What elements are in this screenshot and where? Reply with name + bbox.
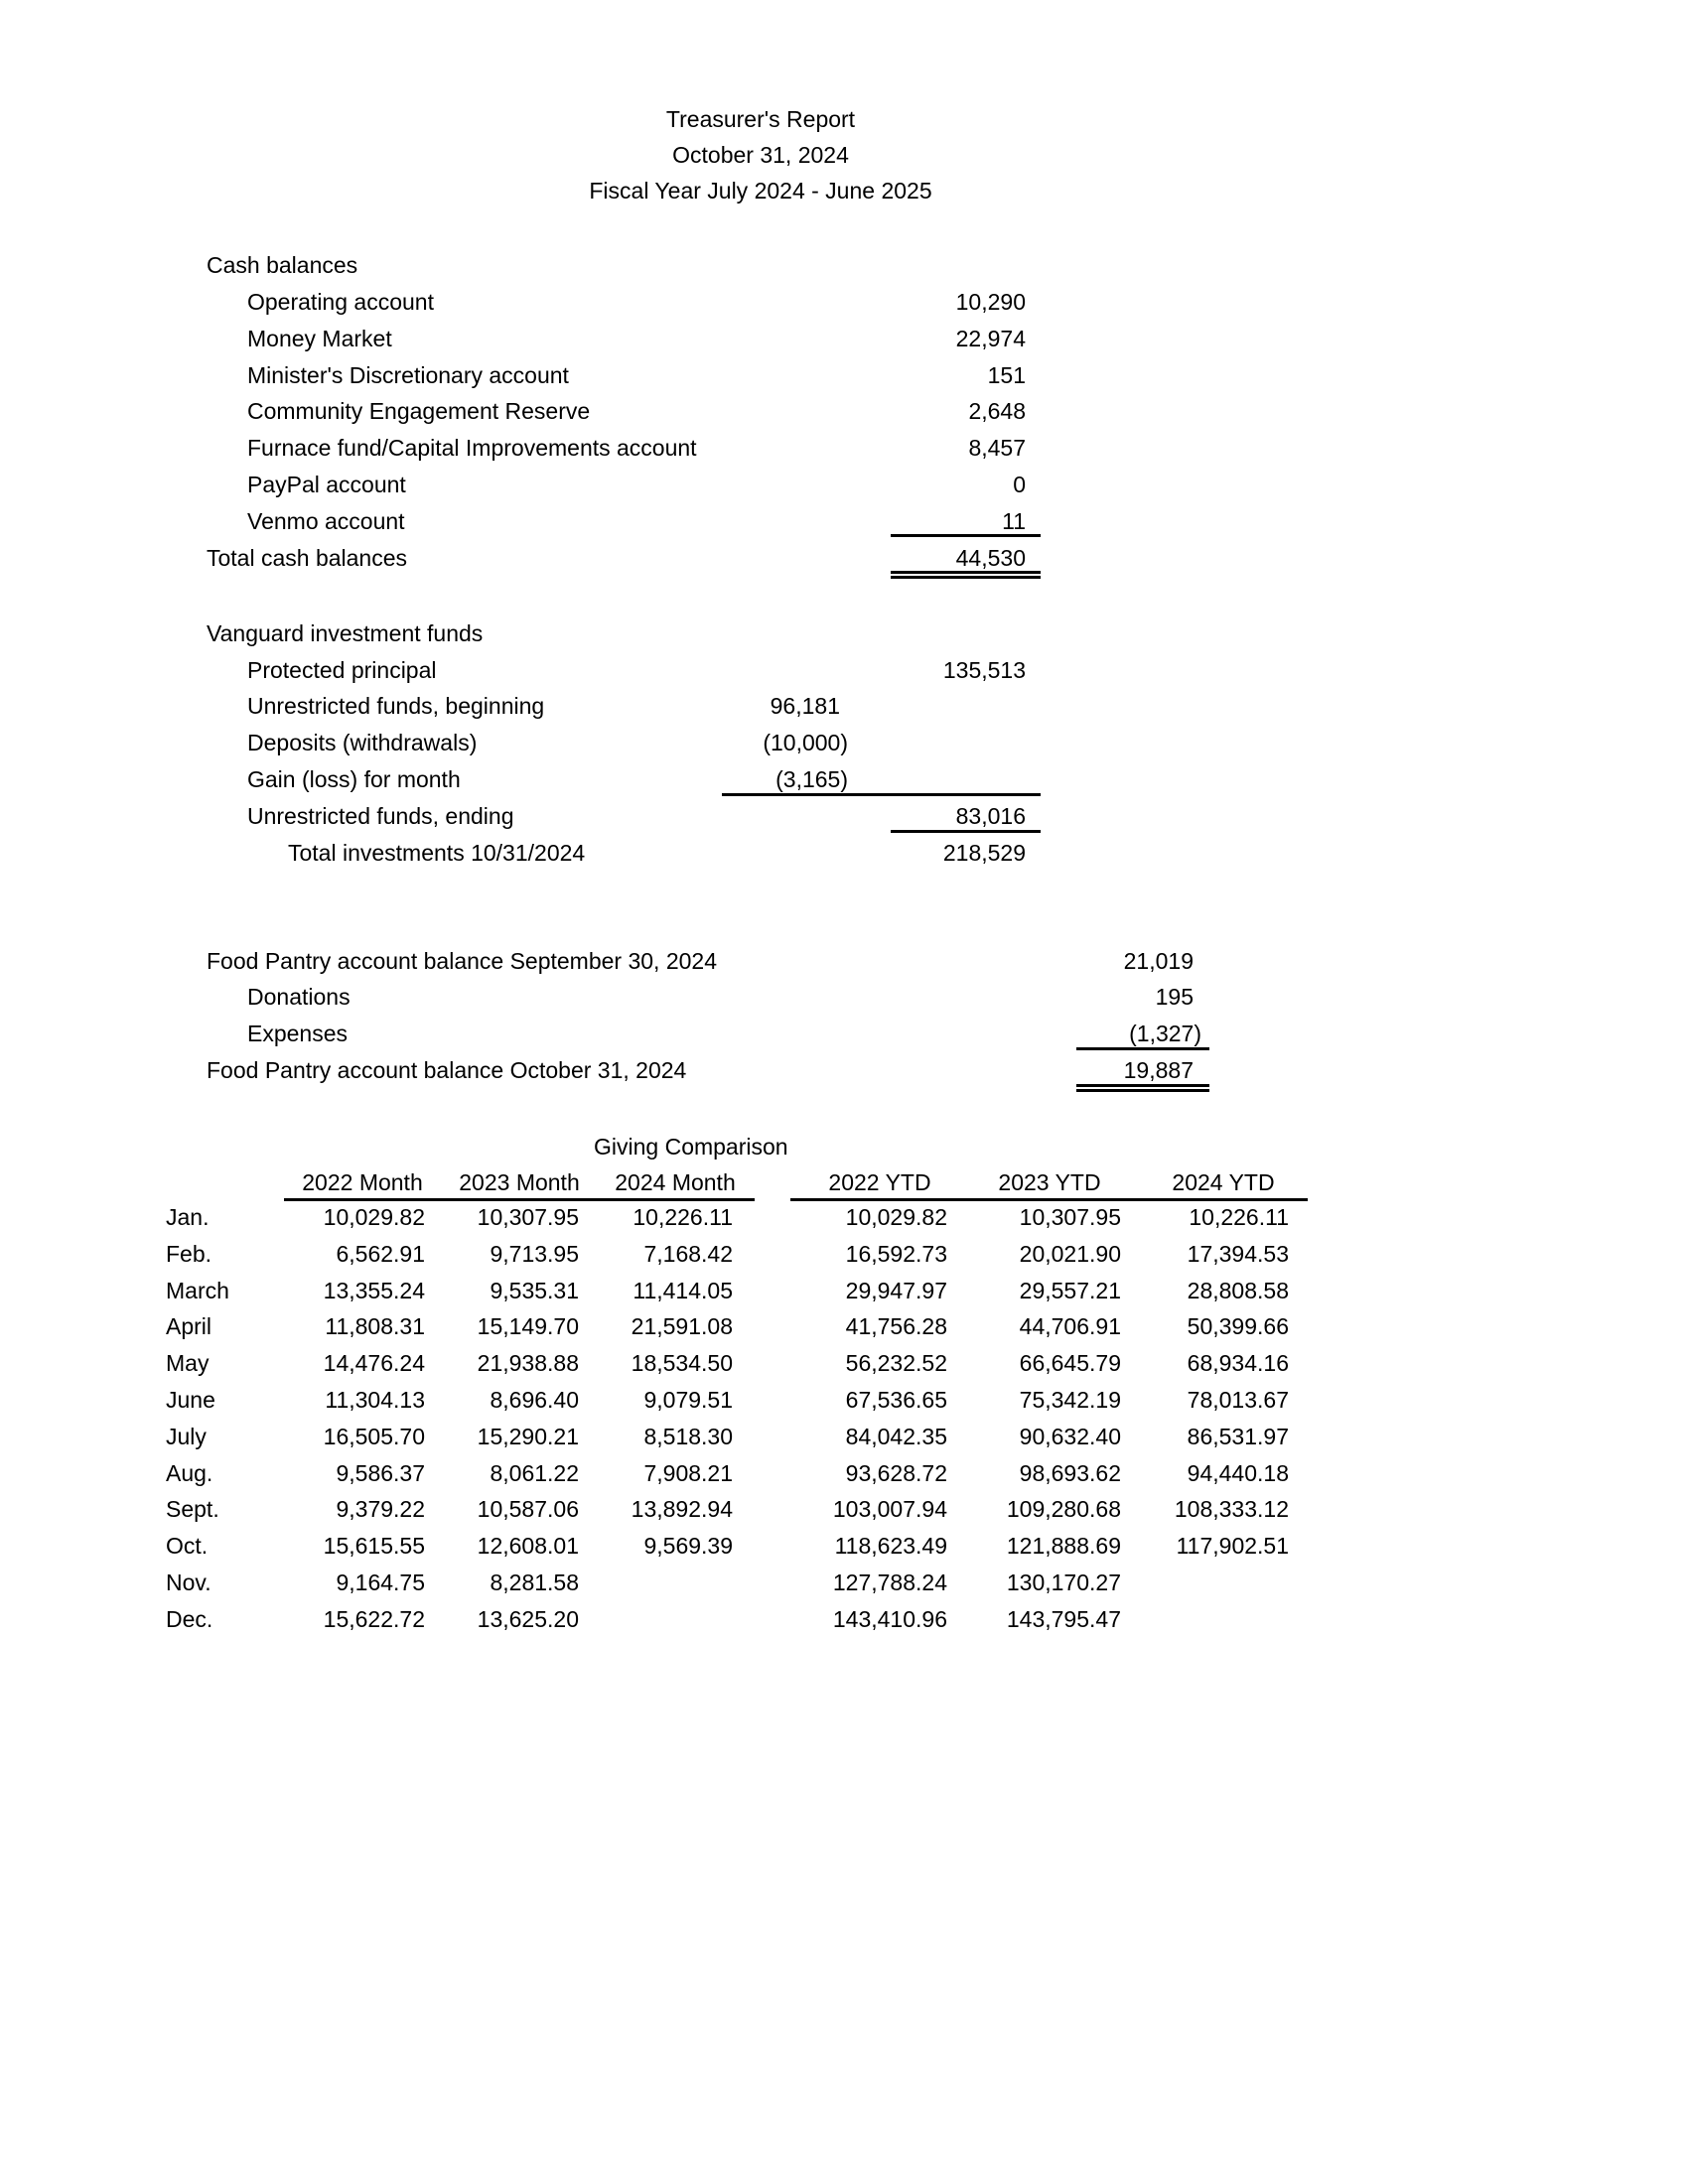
table-cell: 127,788.24 xyxy=(832,1570,947,1595)
table-cell: 130,170.27 xyxy=(1006,1570,1121,1595)
table-cell: 10,226.11 xyxy=(633,1204,733,1230)
cash-item-label: Community Engagement Reserve xyxy=(247,398,591,424)
table-cell: 10,587.06 xyxy=(477,1496,579,1522)
table-cell: 13,355.24 xyxy=(323,1278,425,1303)
month-label: April xyxy=(166,1313,212,1339)
table-cell: 143,795.47 xyxy=(1006,1606,1121,1632)
table-cell: 84,042.35 xyxy=(845,1424,947,1449)
table-cell xyxy=(1130,1569,1289,1596)
table-cell: 9,535.31 xyxy=(490,1278,579,1303)
total-cash-label: Total cash balances xyxy=(207,545,408,571)
column-header: 2024 YTD xyxy=(1172,1169,1275,1195)
table-cell: 13,892.94 xyxy=(631,1496,733,1522)
table-cell: 7,168.42 xyxy=(643,1241,733,1267)
table-cell: 15,615.55 xyxy=(323,1533,425,1559)
month-label: May xyxy=(166,1350,210,1376)
column-header: 2024 Month xyxy=(615,1169,736,1195)
table-cell: 8,281.58 xyxy=(490,1570,579,1595)
protected-principal-label: Protected principal xyxy=(247,657,437,683)
table-cell: 9,079.51 xyxy=(643,1387,733,1413)
pantry-double-rule xyxy=(1076,1084,1209,1092)
table-cell: 98,693.62 xyxy=(1019,1460,1121,1486)
table-cell: 108,333.12 xyxy=(1174,1496,1289,1522)
cash-item-label: PayPal account xyxy=(247,472,406,497)
table-cell: 90,632.40 xyxy=(1019,1424,1121,1449)
month-label: Sept. xyxy=(166,1496,219,1522)
cash-item-label: Furnace fund/Capital Improvements account xyxy=(247,435,697,461)
cash-item-value: 8,457 xyxy=(968,435,1026,461)
table-cell: 15,290.21 xyxy=(477,1424,579,1449)
table-cell: 7,908.21 xyxy=(643,1460,733,1486)
cash-item-value: 10,290 xyxy=(955,289,1026,315)
table-cell xyxy=(1130,1605,1289,1633)
column-header: 2022 YTD xyxy=(828,1169,931,1195)
total-investments-value: 218,529 xyxy=(942,840,1026,866)
month-label: Feb. xyxy=(166,1241,212,1267)
cash-item-value: 0 xyxy=(1013,472,1026,497)
table-cell xyxy=(574,1569,733,1596)
table-cell: 8,696.40 xyxy=(490,1387,579,1413)
total-investments-label: Total investments 10/31/2024 xyxy=(288,840,586,866)
cash-item-label: Operating account xyxy=(247,289,434,315)
table-cell: 66,645.79 xyxy=(1019,1350,1121,1376)
table-cell: 20,021.90 xyxy=(1019,1241,1121,1267)
table-cell: 17,394.53 xyxy=(1187,1241,1289,1267)
pantry-donations-label: Donations xyxy=(247,984,351,1010)
pantry-donations-value: 195 xyxy=(1155,984,1194,1010)
table-cell: 14,476.24 xyxy=(323,1350,425,1376)
table-cell: 21,938.88 xyxy=(477,1350,579,1376)
table-cell: 8,061.22 xyxy=(490,1460,579,1486)
table-cell: 9,569.39 xyxy=(643,1533,733,1559)
report-title: Treasurer's Report xyxy=(665,106,856,132)
month-label: July xyxy=(166,1424,207,1449)
table-cell: 75,342.19 xyxy=(1019,1387,1121,1413)
table-cell: 29,947.97 xyxy=(845,1278,947,1303)
vanguard-total-rule xyxy=(891,830,1041,833)
report-date: October 31, 2024 xyxy=(672,142,849,168)
cash-item-value: 2,648 xyxy=(968,398,1026,424)
pantry-subtotal-rule xyxy=(1076,1047,1209,1050)
cash-item-value: 22,974 xyxy=(955,326,1026,351)
table-cell: 41,756.28 xyxy=(845,1313,947,1339)
cash-item-label: Venmo account xyxy=(247,508,405,534)
month-label: Jan. xyxy=(166,1204,210,1230)
table-cell: 68,934.16 xyxy=(1187,1350,1289,1376)
table-cell: 103,007.94 xyxy=(832,1496,947,1522)
cash-balances-heading: Cash balances xyxy=(207,252,358,278)
table-cell: 11,304.13 xyxy=(325,1387,425,1413)
table-cell: 15,622.72 xyxy=(323,1606,425,1632)
unrestricted-ending-label: Unrestricted funds, ending xyxy=(247,803,514,829)
pantry-expenses-value: (1,327) xyxy=(1129,1021,1201,1046)
table-cell: 86,531.97 xyxy=(1187,1424,1289,1449)
table-cell: 109,280.68 xyxy=(1006,1496,1121,1522)
table-cell: 67,536.65 xyxy=(845,1387,947,1413)
table-cell xyxy=(574,1605,733,1633)
deposits-value: (10,000) xyxy=(763,730,848,755)
cash-item-value: 151 xyxy=(987,362,1026,388)
unrestricted-beginning-label: Unrestricted funds, beginning xyxy=(247,693,545,719)
table-cell: 10,029.82 xyxy=(845,1204,947,1230)
fiscal-year: Fiscal Year July 2024 - June 2025 xyxy=(589,178,932,204)
table-cell: 16,592.73 xyxy=(845,1241,947,1267)
table-cell: 121,888.69 xyxy=(1006,1533,1121,1559)
pantry-opening-value: 21,019 xyxy=(1123,948,1194,974)
table-cell: 8,518.30 xyxy=(643,1424,733,1449)
table-cell: 15,149.70 xyxy=(477,1313,579,1339)
table-cell: 16,505.70 xyxy=(323,1424,425,1449)
table-cell: 18,534.50 xyxy=(631,1350,733,1376)
table-cell: 11,808.31 xyxy=(325,1313,425,1339)
table-cell: 11,414.05 xyxy=(633,1278,733,1303)
vanguard-subtotal-rule xyxy=(722,793,1041,796)
ytd-header-rule xyxy=(790,1198,1308,1201)
table-cell: 78,013.67 xyxy=(1187,1387,1289,1413)
table-cell: 13,625.20 xyxy=(477,1606,579,1632)
total-double-rule xyxy=(891,571,1041,579)
table-cell: 44,706.91 xyxy=(1019,1313,1121,1339)
cash-item-label: Minister's Discretionary account xyxy=(247,362,569,388)
table-cell: 56,232.52 xyxy=(845,1350,947,1376)
month-header-rule xyxy=(284,1198,755,1201)
column-header: 2023 YTD xyxy=(998,1169,1101,1195)
giving-title: Giving Comparison xyxy=(594,1134,788,1160)
table-cell: 10,307.95 xyxy=(477,1204,579,1230)
table-cell: 9,164.75 xyxy=(336,1570,425,1595)
month-label: June xyxy=(166,1387,215,1413)
unrestricted-ending-value: 83,016 xyxy=(955,803,1026,829)
table-cell: 117,902.51 xyxy=(1176,1533,1289,1559)
table-cell: 94,440.18 xyxy=(1187,1460,1289,1486)
pantry-closing-label: Food Pantry account balance October 31, 2024 xyxy=(207,1057,687,1083)
table-cell: 10,307.95 xyxy=(1019,1204,1121,1230)
table-cell: 9,713.95 xyxy=(490,1241,579,1267)
table-cell: 9,379.22 xyxy=(336,1496,425,1522)
table-cell: 50,399.66 xyxy=(1187,1313,1289,1339)
table-cell: 143,410.96 xyxy=(832,1606,947,1632)
unrestricted-beginning-value: 96,181 xyxy=(770,693,840,719)
table-cell: 93,628.72 xyxy=(845,1460,947,1486)
month-label: Dec. xyxy=(166,1606,213,1632)
table-cell: 10,029.82 xyxy=(323,1204,425,1230)
table-cell: 12,608.01 xyxy=(477,1533,579,1559)
total-cash-value: 44,530 xyxy=(955,545,1026,571)
deposits-label: Deposits (withdrawals) xyxy=(247,730,478,755)
table-cell: 118,623.49 xyxy=(834,1533,947,1559)
pantry-opening-label: Food Pantry account balance September 30, 2024 xyxy=(207,948,718,974)
gain-loss-label: Gain (loss) for month xyxy=(247,766,461,792)
table-cell: 10,226.11 xyxy=(1189,1204,1289,1230)
month-label: Nov. xyxy=(166,1570,211,1595)
cash-item-label: Money Market xyxy=(247,326,392,351)
table-cell: 9,586.37 xyxy=(336,1460,425,1486)
vanguard-heading: Vanguard investment funds xyxy=(207,620,484,646)
subtotal-rule xyxy=(891,534,1041,537)
month-label: Oct. xyxy=(166,1533,209,1559)
gain-loss-value: (3,165) xyxy=(775,766,848,792)
table-cell: 29,557.21 xyxy=(1019,1278,1121,1303)
table-cell: 28,808.58 xyxy=(1187,1278,1289,1303)
pantry-expenses-label: Expenses xyxy=(247,1021,349,1046)
month-label: March xyxy=(166,1278,229,1303)
cash-item-value: 11 xyxy=(1002,508,1026,534)
table-cell: 6,562.91 xyxy=(336,1241,425,1267)
column-header: 2023 Month xyxy=(459,1169,580,1195)
column-header: 2022 Month xyxy=(302,1169,423,1195)
protected-principal-value: 135,513 xyxy=(942,657,1026,683)
table-cell: 21,591.08 xyxy=(631,1313,733,1339)
pantry-closing-value: 19,887 xyxy=(1123,1057,1194,1083)
month-label: Aug. xyxy=(166,1460,213,1486)
